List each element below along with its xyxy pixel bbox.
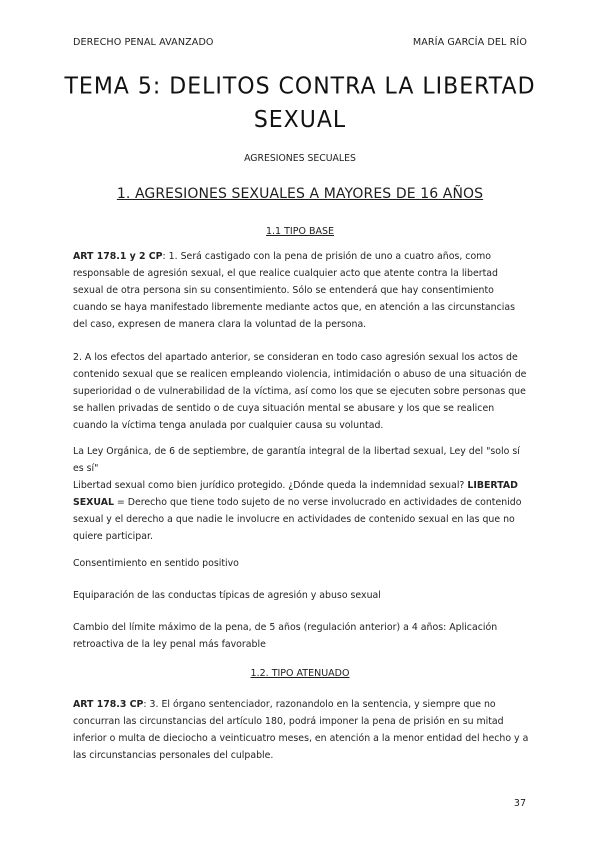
header-course: DERECHO PENAL AVANZADO — [73, 37, 214, 48]
paragraph-equiparacion: Equiparación de las conductas típicas de agresión y abuso sexual — [73, 590, 381, 601]
subheading: AGRESIONES SECUALES — [244, 153, 356, 164]
paragraph-apartado-2: 2. A los efectos del apartado anterior, se consideran en todo caso agresión sexual los actos de contenido sexual que se realicen empleando violencia, intimidación o abuso de una situación de superioridad o de vulnerabilidad de la víctima, así como los que se ejecuten sobre personas que se hallen privadas de sentido o de cuya situación mental se abusare y los que se realicen cuando la víctima tenga anulada por cualquier causa su voluntad. — [73, 352, 527, 431]
paragraph-text: : 1. Será castigado con la pena de prisión de uno a cuatro años, como responsable de agresión sexual, el que realice cualquier acto que atente contra la libertad sexual de otra persona sin su consentimiento. Sólo se entenderá que hay consentimiento cuando se haya manifestado libremente mediante actos que, en atención a las circunstancias del caso, expresen de manera clara la voluntad de la persona. — [73, 251, 515, 330]
paragraph-cambio-limite: Cambio del límite máximo de la pena, de 5 años (regulación anterior) a 4 años: Aplicación retroactiva de la ley penal más favorable — [73, 622, 498, 650]
page-number: 37 — [513, 798, 526, 809]
paragraph-text: : 3. El órgano sentenciador, razonandolo en la sentencia, y siempre que no concurran las circunstancias del artículo 180, podrá imponer la pena de prisión en su mitad inferior o multa de dieciocho a veinticuatro meses, en atención a la menor entidad del hecho y a las circunstancias personales del culpable. — [73, 699, 529, 761]
paragraph-art-178-3 — [73, 696, 529, 764]
bold-term: LIBERTAD SEXUAL — [73, 480, 518, 508]
paragraph-ley-organica: La Ley Orgánica, de 6 de septiembre, de garantía integral de la libertad sexual, Ley del "solo sí es sí" — [73, 446, 520, 474]
article-label: ART 178.3 CP — [73, 699, 144, 710]
paragraph-consentimiento: Consentimiento en sentido positivo — [73, 558, 239, 569]
paragraph-art-178-1 — [73, 248, 529, 333]
paragraph-text-rest: = Derecho que tiene todo sujeto de no verse involucrado en actividades de contenido sexual y el derecho a que nadie le involucre en actividades de contenido sexual en las que no quiere participar. — [73, 497, 522, 542]
section-heading: 1. AGRESIONES SEXUALES A MAYORES DE 16 AÑOS — [116, 186, 484, 202]
subsection-heading-tipo-atenuado: 1.2. TIPO ATENUADO — [250, 668, 350, 679]
paragraph-text: Libertad sexual como bien jurídico protegido. ¿Dónde queda la indemnidad sexual? — [73, 480, 468, 491]
page-title: TEMA 5: DELITOS CONTRA LA LIBERTAD SEXUAL — [64, 73, 536, 134]
header-author: MARÍA GARCÍA DEL RÍO — [412, 37, 527, 48]
article-label: ART 178.1 y 2 CP — [73, 251, 163, 262]
subsection-heading-tipo-base: 1.1 TIPO BASE — [265, 226, 334, 237]
paragraph-libertad-sexual — [73, 477, 529, 545]
